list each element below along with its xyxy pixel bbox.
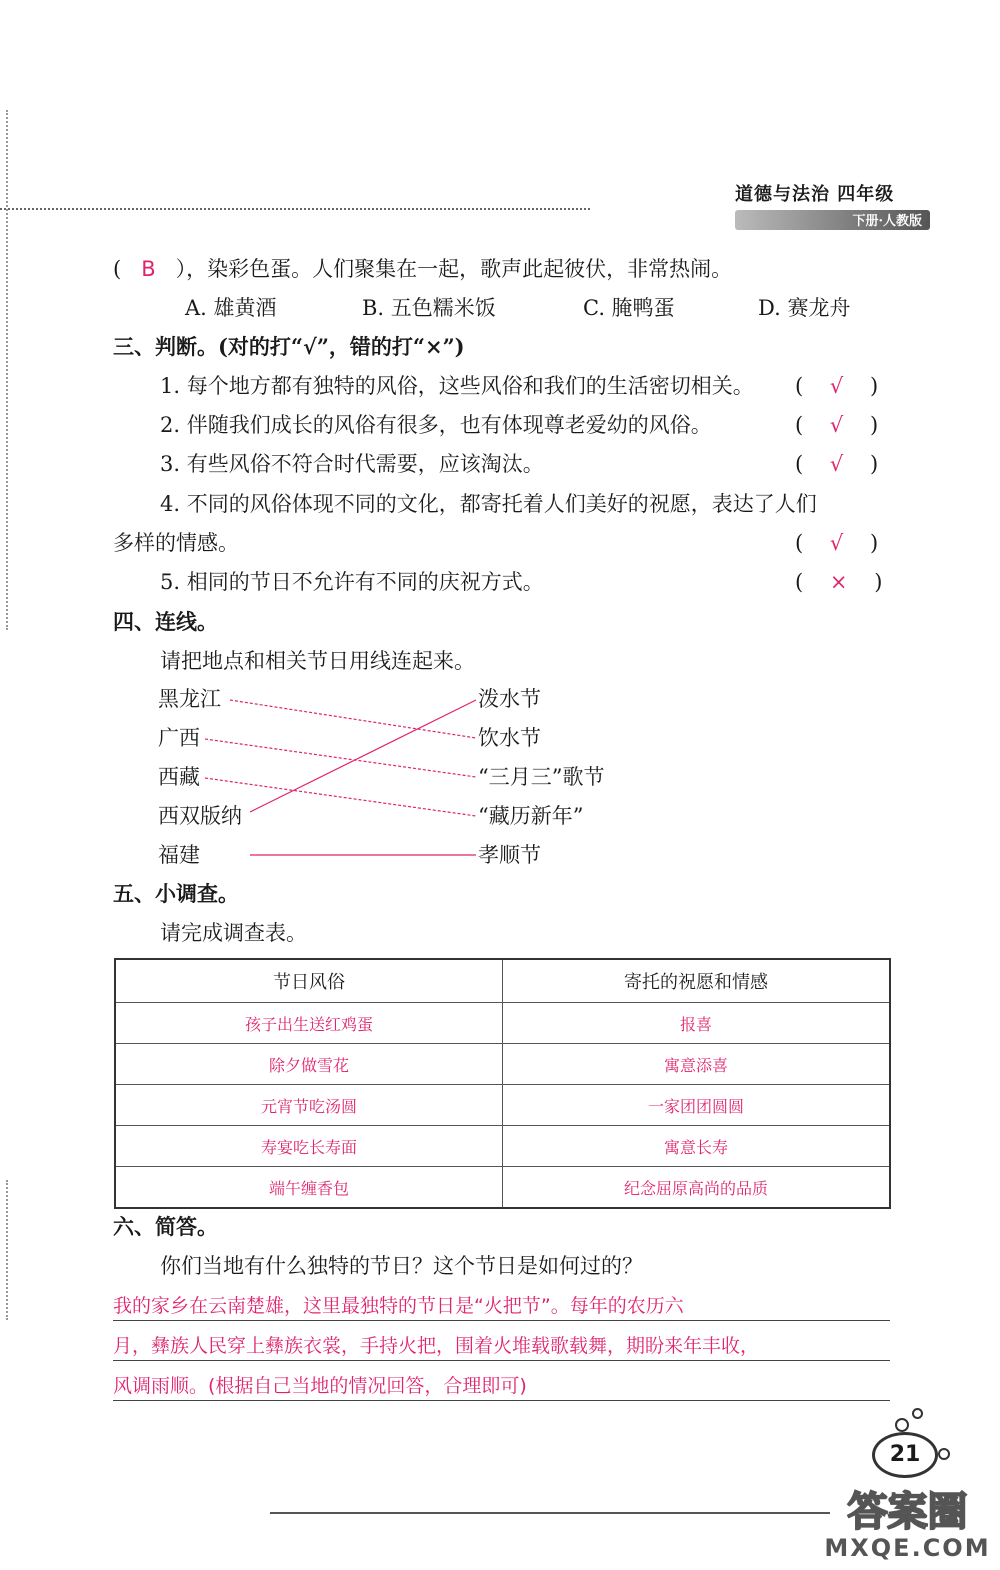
section4-title: 四、连线。 [113,609,218,634]
table-row [115,1085,890,1126]
page-badge-bubble-small [895,1418,909,1432]
table-row [115,1126,890,1167]
q2-option-b: B. 五色糯米饭 [362,296,496,320]
judge-answer-2: √ [829,413,844,437]
table-cell[interactable]: 元宵节吃汤圆 [115,1085,503,1126]
q2-answer-line: ( B ），染彩色蛋。人们聚集在一起，歌声此起彼伏，非常热闹。 [113,257,733,281]
header-subject: 道德与法治 四年级 [735,184,895,205]
table-row [115,1167,890,1209]
match-line-xizang [205,778,476,816]
page-number: 21 [872,1432,938,1478]
table-cell[interactable]: 纪念屈原高尚的品质 [503,1167,891,1209]
judge-paren-4: ( √ ) [795,531,879,555]
judge-paren-5: ( × ) [795,570,883,594]
match-left-4[interactable]: 西双版纳 [158,804,242,828]
section6-question: 你们当地有什么独特的节日？这个节日是如何过的？ [160,1254,643,1278]
judge-item-1: 1. 每个地方都有独特的风俗，这些风俗和我们的生活密切相关。 [160,374,754,398]
match-right-1[interactable]: 泼水节 [478,687,541,711]
table-cell[interactable]: 除夕做雪花 [115,1044,503,1085]
table-cell[interactable]: 报喜 [503,1003,891,1044]
match-left-2[interactable]: 广西 [158,726,200,750]
judge-paren-1: ( √ ) [795,374,879,398]
section6-title: 六、简答。 [113,1214,218,1239]
section5-instruction: 请完成调查表。 [160,921,307,945]
judge-answer-1: √ [829,374,844,398]
match-right-5[interactable]: 孝顺节 [478,843,541,867]
table-header-custom: 节日风俗 [115,959,503,1003]
table-header-wish: 寄托的祝愿和情感 [503,959,891,1003]
answer-line-1[interactable]: 我的家乡在云南楚雄，这里最独特的节日是“火把节”。每年的农历六 [113,1292,890,1321]
table-cell[interactable]: 一家团团圆圆 [503,1085,891,1126]
watermark-en: MXQE.COM [824,1534,991,1562]
table-cell[interactable]: 端午缠香包 [115,1167,503,1209]
table-cell[interactable]: 孩子出生送红鸡蛋 [115,1003,503,1044]
table-cell[interactable]: 寓意长寿 [503,1126,891,1167]
section4-instruction: 请把地点和相关节日用线连起来。 [160,649,475,673]
watermark-logo [820,1490,995,1562]
section5-title: 五、小调查。 [113,881,239,906]
q2-option-a: A. 雄黄酒 [185,296,277,320]
judge-item-4: 4. 不同的风俗体现不同的文化，都寄托着人们美好的祝愿，表达了人们 [160,492,817,516]
q2-line-text: ），染彩色蛋。人们聚集在一起，歌声此起彼伏，非常热闹。 [175,257,733,281]
table-row [115,1044,890,1085]
table-cell[interactable]: 寓意添喜 [503,1044,891,1085]
table-cell[interactable]: 寿宴吃长寿面 [115,1126,503,1167]
watermark-cn: 答案圈 [847,1489,968,1535]
section3-title: 三、判断。(对的打“√”，错的打“×”) [113,334,465,359]
judge-item-4-cont: 多样的情感。 [113,531,239,555]
judge-item-2: 2. 伴随我们成长的风俗有很多，也有体现尊老爱幼的风俗。 [160,413,712,437]
q2-option-d: D. 赛龙舟 [758,296,851,320]
match-line-heilongjiang [230,700,476,738]
match-right-2[interactable]: 饮水节 [478,726,541,750]
match-left-1[interactable]: 黑龙江 [158,687,221,711]
judge-answer-3: √ [829,452,844,476]
judge-answer-4: √ [829,531,844,555]
judge-answer-5: × [829,570,848,594]
footer-rule [270,1512,830,1514]
judge-paren-2: ( √ ) [795,413,879,437]
q2-option-c: C. 腌鸭蛋 [583,296,675,320]
answer-line-2[interactable]: 月，彝族人民穿上彝族衣裳，手持火把，围着火堆载歌载舞，期盼来年丰收， [113,1332,890,1361]
match-line-xishuangbanna [250,700,476,812]
match-line-guangxi [205,739,476,777]
match-left-5[interactable]: 福建 [158,843,200,867]
page-badge-bubble-tiny [912,1408,923,1419]
table-header-row [115,959,890,1003]
judge-item-3: 3. 有些风俗不符合时代需要，应该淘汰。 [160,452,544,476]
survey-table [114,958,891,1209]
answer-line-3[interactable]: 风调雨顺。(根据自己当地的情况回答，合理即可) [113,1372,890,1401]
match-right-3[interactable]: “三月三”歌节 [478,765,605,789]
match-left-3[interactable]: 西藏 [158,765,200,789]
judge-paren-3: ( √ ) [795,452,879,476]
table-row [115,1003,890,1044]
left-edge-dotted-border-lower [6,1180,10,1320]
judge-item-5: 5. 相同的节日不允许有不同的庆祝方式。 [160,570,544,594]
header-edition: 下册·人教版 [735,210,930,230]
q2-answer: B [141,257,156,281]
page-badge-bubble-side [938,1448,950,1460]
match-right-4[interactable]: “藏历新年” [478,804,584,828]
